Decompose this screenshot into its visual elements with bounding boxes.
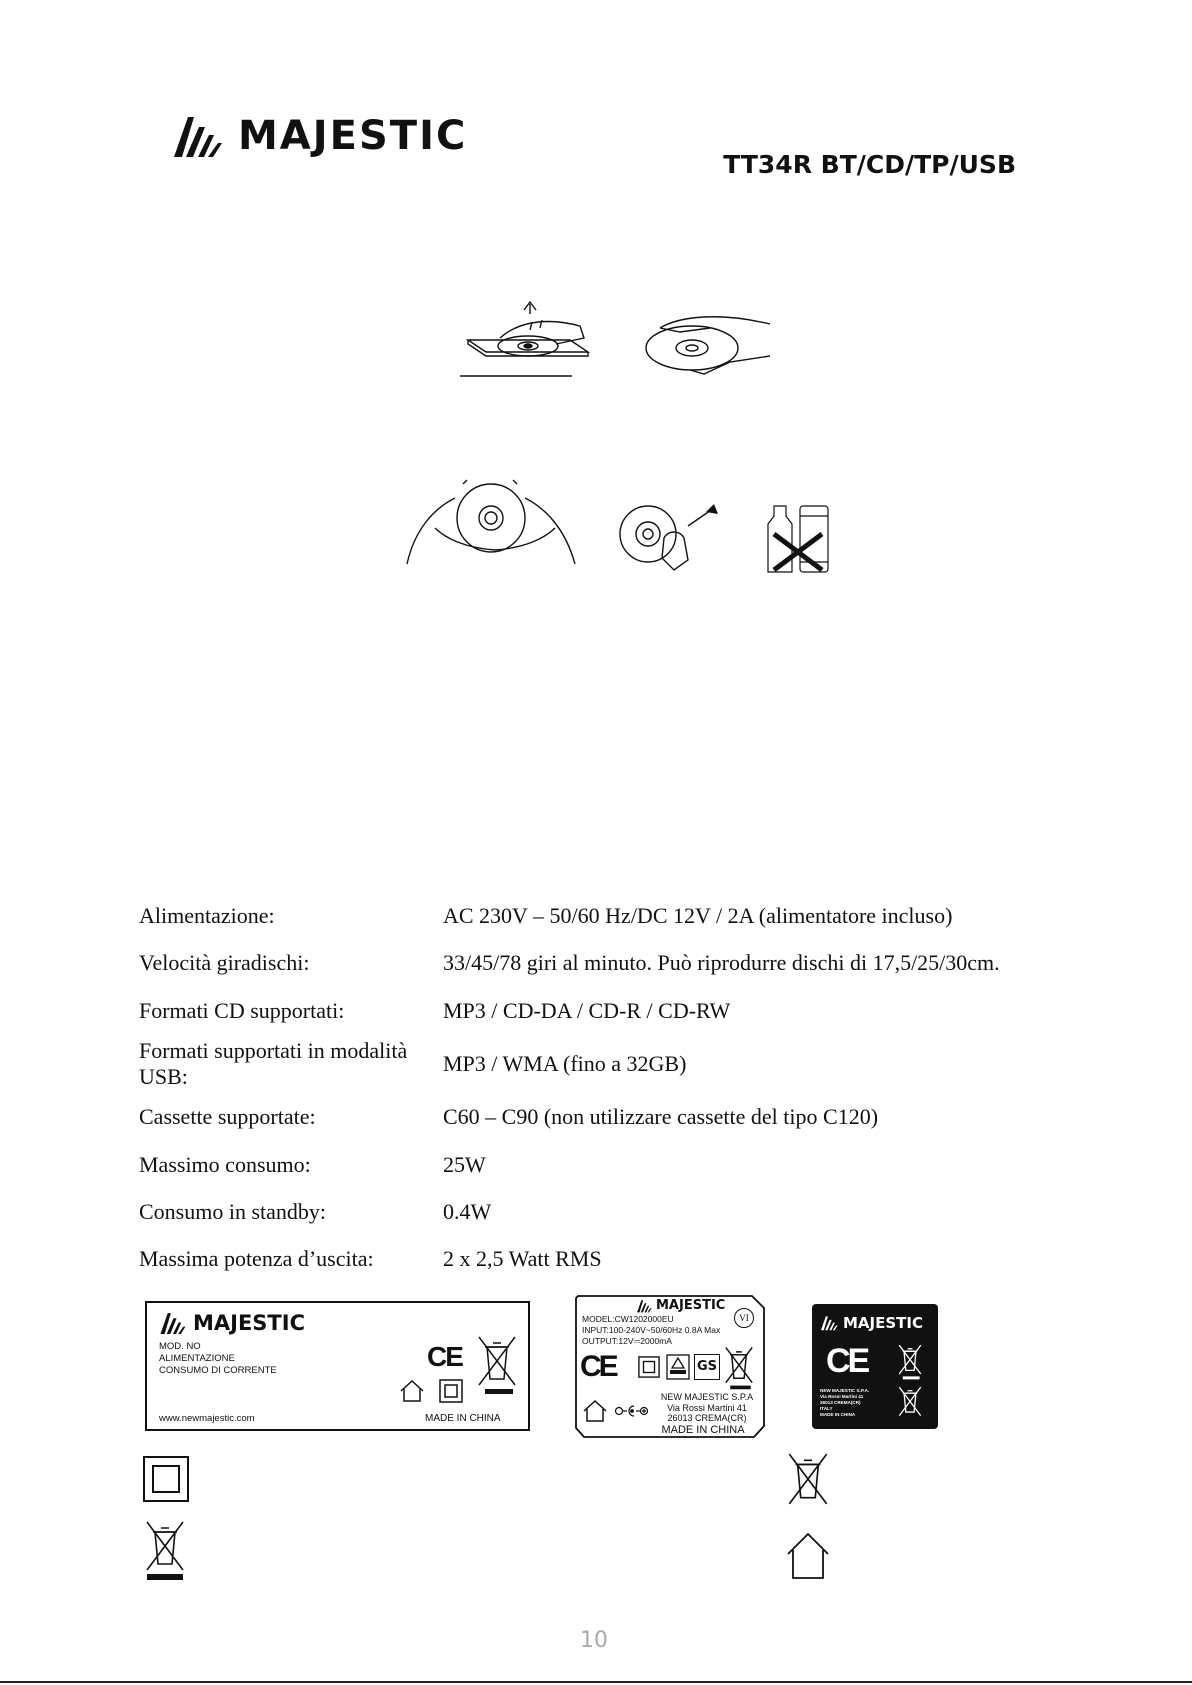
- weee-bin-icon: [724, 1346, 754, 1390]
- spec-row: [139, 1141, 1099, 1189]
- weee-bin-icon: [898, 1344, 922, 1380]
- spec-row: [139, 987, 1099, 1035]
- spec-label: Massimo consumo:: [139, 1152, 311, 1177]
- no-solvents-illustration: [760, 500, 835, 575]
- spec-value: 0.4W: [443, 1199, 492, 1224]
- disc-handling-illustration: [405, 478, 580, 568]
- page-number: 10: [580, 1628, 608, 1653]
- specifications-table: [139, 893, 1099, 1283]
- majestic-logo-icon: [636, 1299, 654, 1313]
- spec-row: [139, 1189, 1099, 1235]
- label-brand: MAJESTIC: [820, 1314, 923, 1332]
- indoor-use-icon: [582, 1398, 608, 1424]
- spec-label: Cassette supportate:: [139, 1104, 316, 1129]
- class-ii-icon: [638, 1356, 660, 1378]
- brand-name: MAJESTIC: [238, 113, 468, 159]
- polarity-icon: [614, 1404, 648, 1418]
- majestic-logo-icon: [820, 1315, 840, 1331]
- majestic-logo-icon: [172, 113, 228, 159]
- spec-label: Formati CD supportati:: [139, 998, 345, 1023]
- class-ii-icon: [439, 1379, 463, 1403]
- spec-value: 33/45/78 giri al minuto. Può riprodurre dischi di 17,5/25/30cm.: [443, 950, 1000, 975]
- spec-row: [139, 1035, 1099, 1093]
- page-bottom-rule: [0, 1681, 1192, 1683]
- label-website: www.newmajestic.com: [159, 1413, 255, 1424]
- class-ii-symbol-icon: [142, 1455, 190, 1503]
- brand-logo: [172, 112, 502, 160]
- spec-value: MP3 / WMA (fino a 32GB): [443, 1051, 687, 1076]
- disc-removal-illustration: [460, 300, 595, 380]
- spec-value: 2 x 2,5 Watt RMS: [443, 1246, 602, 1271]
- spec-label: Consumo in standby:: [139, 1199, 327, 1224]
- spec-label: Massima potenza d’uscita:: [139, 1246, 374, 1271]
- disc-holding-illustration: [640, 310, 775, 380]
- adapter-manufacturer: NEW MAJESTIC S.P.A Via Rossi Martini 41 26013 CREMA(CR): [660, 1392, 754, 1423]
- ce-mark: CE: [580, 1350, 616, 1383]
- spec-row: [139, 939, 1099, 987]
- spec-label: Alimentazione:: [139, 903, 275, 928]
- label-brand: MAJESTIC: [636, 1298, 725, 1313]
- black-label-address: NEW MAJESTIC S.P.A. Via Rossi Martini 41 26013 CREMA(CR) ITALY MADE IN CHINA: [820, 1388, 870, 1417]
- label-brand: MAJESTIC: [159, 1311, 305, 1335]
- label-made-in: MADE IN CHINA: [661, 1424, 745, 1436]
- label-made-in: MADE IN CHINA: [425, 1413, 501, 1424]
- adapter-ratings: MODEL:CW1202000EU INPUT:100-240V~50/60Hz 0.8A Max OUTPUT:12V⎓2000mA: [582, 1314, 721, 1346]
- rating-label-black: [812, 1304, 938, 1429]
- spec-value: AC 230V – 50/60 Hz/DC 12V / 2A (alimentatore incluso): [443, 903, 953, 928]
- spec-value: C60 – C90 (non utilizzare cassette del tipo C120): [443, 1104, 879, 1129]
- ce-mark: CE: [826, 1342, 868, 1380]
- indoor-use-icon: [399, 1379, 425, 1403]
- weee-bin-icon: [898, 1386, 922, 1418]
- spec-label: Velocità giradischi:: [139, 950, 310, 975]
- rating-label-adapter: [574, 1294, 766, 1439]
- safety-cert-icon: [666, 1354, 690, 1380]
- spec-row: [139, 1235, 1099, 1283]
- disc-cleaning-illustration: [618, 500, 723, 575]
- weee-bin-bar-symbol-icon: [142, 1520, 188, 1580]
- spec-row: [139, 893, 1099, 939]
- spec-value: MP3 / CD-DA / CD-R / CD-RW: [443, 998, 731, 1023]
- majestic-logo-icon: [159, 1311, 189, 1335]
- model-title: TT34R BT/CD/TP/USB: [723, 150, 1016, 179]
- gs-mark: GS: [694, 1354, 720, 1380]
- weee-bin-icon: [477, 1335, 517, 1395]
- efficiency-level-badge: VI: [734, 1308, 754, 1328]
- weee-bin-symbol-icon: [786, 1452, 830, 1506]
- indoor-use-symbol-icon: [786, 1532, 830, 1580]
- rating-label-device: [145, 1301, 530, 1431]
- spec-value: 25W: [443, 1152, 486, 1177]
- spec-label: Formati supportati in modalità USB:: [139, 1038, 408, 1089]
- label-fields: MOD. NO ALIMENTAZIONE CONSUMO DI CORRENTE: [159, 1341, 277, 1376]
- spec-row: [139, 1093, 1099, 1141]
- ce-mark: CE: [427, 1341, 462, 1372]
